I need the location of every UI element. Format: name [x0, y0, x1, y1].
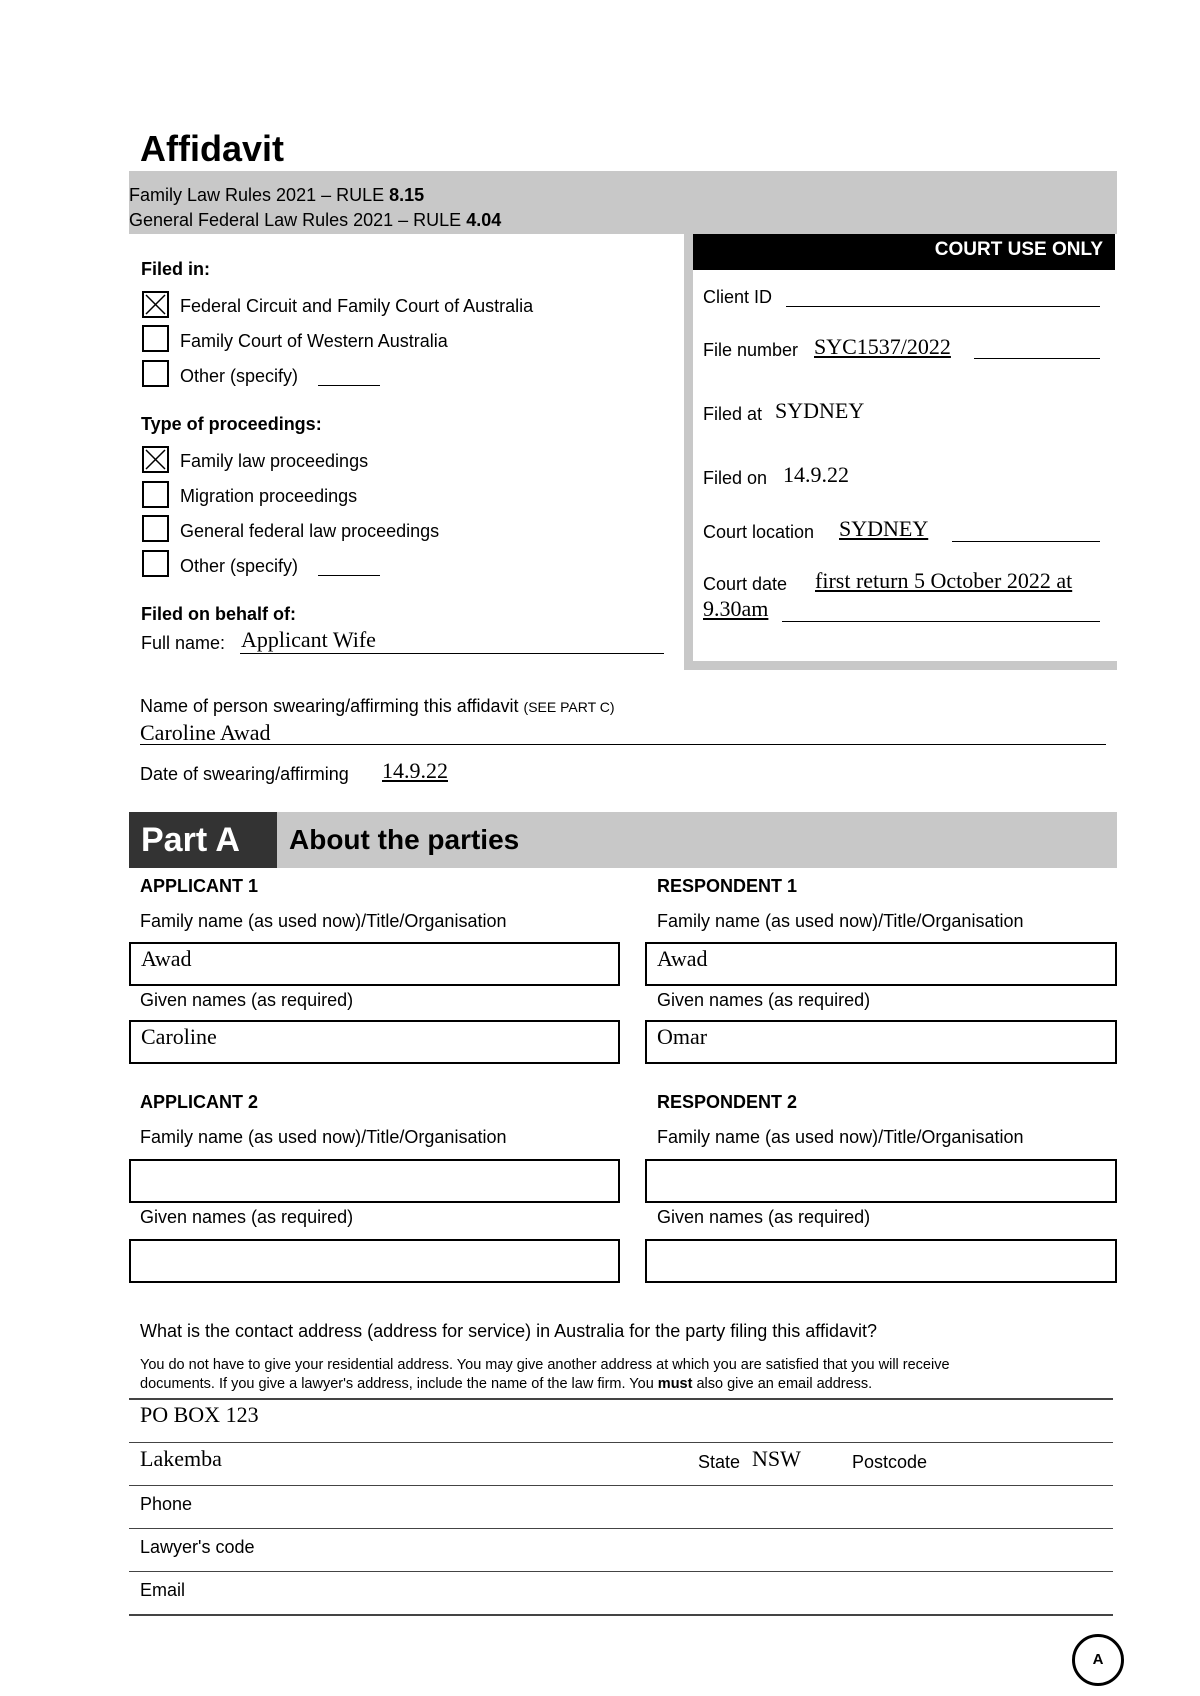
client-id-label: Client ID	[703, 287, 773, 307]
court-location-label: Court location	[703, 522, 815, 542]
proceedings-label-family: Family law proceedings	[180, 451, 369, 471]
respondent1-family-value: Awad	[657, 946, 708, 971]
filed-on-value: 14.9.22	[783, 462, 849, 487]
swear-date-value: 14.9.22	[382, 758, 448, 783]
respondent1-heading: RESPONDENT 1	[657, 876, 798, 896]
court-date-label: Court date	[703, 574, 788, 594]
client-id-field[interactable]	[786, 306, 1100, 307]
proceedings-checkbox-general[interactable]	[142, 515, 169, 542]
rule-family-law: Family Law Rules 2021 – RULE 8.15	[129, 185, 425, 205]
court-date-field[interactable]	[782, 621, 1100, 622]
behalf-heading: Filed on behalf of:	[141, 604, 296, 624]
filed-on-label: Filed on	[703, 468, 768, 488]
proceedings-checkbox-family[interactable]	[142, 446, 169, 473]
respondent1-given-label: Given names (as required)	[657, 990, 871, 1010]
filed-in-checkbox-other[interactable]	[142, 360, 169, 387]
proceedings-other-line[interactable]	[318, 575, 380, 576]
respondent1-family-label: Family name (as used now)/Title/Organisation	[657, 911, 1024, 931]
address-row-divider	[129, 1442, 1113, 1443]
file-number-field[interactable]	[974, 358, 1100, 359]
email-label: Email	[140, 1580, 186, 1600]
applicant2-given-label: Given names (as required)	[140, 1207, 354, 1227]
court-location-value: SYDNEY	[839, 516, 929, 541]
applicant1-family-label: Family name (as used now)/Title/Organisation	[140, 911, 507, 931]
postcode-label: Postcode	[852, 1452, 928, 1472]
part-a-title: About the parties	[289, 824, 520, 855]
respondent2-family-input[interactable]	[645, 1159, 1117, 1203]
applicant2-family-input[interactable]	[129, 1159, 620, 1203]
proceedings-checkbox-other[interactable]	[142, 550, 169, 577]
respondent2-given-input[interactable]	[645, 1239, 1117, 1283]
applicant2-given-input[interactable]	[129, 1239, 620, 1283]
proceedings-label-general: General federal law proceedings	[180, 521, 440, 541]
checked-x-icon	[144, 293, 167, 316]
court-date-value-line2: 9.30am	[703, 596, 769, 621]
applicant1-family-input[interactable]	[129, 942, 620, 986]
respondent2-family-label: Family name (as used now)/Title/Organisation	[657, 1127, 1024, 1147]
address-question: What is the contact address (address for service) in Australia for the party filing this affidavit?	[140, 1321, 878, 1341]
respondent2-given-label: Given names (as required)	[657, 1207, 871, 1227]
full-name-value: Applicant Wife	[241, 627, 376, 652]
state-value[interactable]: NSW	[752, 1446, 801, 1471]
court-use-heading: COURT USE ONLY	[693, 234, 1115, 270]
applicant1-given-input[interactable]	[129, 1020, 620, 1064]
address-note-1: You do not have to give your residential address. You may give another address at which you are satisfied that you will receive	[140, 1357, 950, 1373]
checked-x-icon	[144, 448, 167, 471]
filed-in-label-fcfca: Federal Circuit and Family Court of Australia	[180, 296, 534, 316]
lawyer-row-divider	[129, 1571, 1113, 1572]
filed-in-heading: Filed in:	[141, 259, 210, 279]
applicant1-heading: APPLICANT 1	[140, 876, 259, 896]
lawyer-code-label: Lawyer's code	[140, 1537, 255, 1557]
state-label: State	[698, 1452, 741, 1472]
part-a-banner	[129, 812, 1117, 868]
proceedings-label-other: Other (specify)	[180, 556, 299, 576]
address-line1-value[interactable]: PO BOX 123	[140, 1402, 259, 1427]
filed-in-checkbox-fcwa[interactable]	[142, 325, 169, 352]
phone-row-divider	[129, 1528, 1113, 1529]
address-note-2: documents. If you give a lawyer's address, include the name of the law firm. You must also give an email address.	[140, 1376, 873, 1392]
suburb-row-divider	[129, 1485, 1113, 1486]
respondent1-family-input[interactable]	[645, 942, 1117, 986]
respondent1-given-input[interactable]	[645, 1020, 1117, 1064]
page-title: Affidavit	[140, 128, 284, 169]
phone-label: Phone	[140, 1494, 193, 1514]
applicant2-family-label: Family name (as used now)/Title/Organisation	[140, 1127, 507, 1147]
proceedings-label-migration: Migration proceedings	[180, 486, 358, 506]
filed-at-label: Filed at	[703, 404, 763, 424]
court-location-field[interactable]	[952, 541, 1100, 542]
applicant1-given-value: Caroline	[141, 1024, 217, 1049]
full-name-label: Full name:	[141, 633, 226, 653]
filed-in-label-fcwa: Family Court of Western Australia	[180, 331, 448, 351]
page-mark-badge: A	[1072, 1634, 1124, 1686]
proceedings-checkbox-migration[interactable]	[142, 481, 169, 508]
filed-in-checkbox-fcfca[interactable]	[142, 291, 169, 318]
filed-at-value: SYDNEY	[775, 398, 865, 423]
filed-in-label-other: Other (specify)	[180, 366, 299, 386]
court-date-value-line1: first return 5 October 2022 at	[815, 568, 1073, 593]
rule-general-federal: General Federal Law Rules 2021 – RULE 4.04	[129, 210, 502, 230]
swear-date-label: Date of swearing/affirming	[140, 764, 349, 784]
applicant1-given-label: Given names (as required)	[140, 990, 354, 1010]
swearer-name-field[interactable]	[140, 744, 1106, 745]
applicant1-family-value: Awad	[141, 946, 192, 971]
swearer-name-value: Caroline Awad	[140, 720, 271, 745]
respondent1-given-value: Omar	[657, 1024, 708, 1049]
swearer-label: Name of person swearing/affirming this affidavit (SEE PART C)	[140, 696, 615, 716]
proceedings-heading: Type of proceedings:	[141, 414, 322, 434]
suburb-value[interactable]: Lakemba	[140, 1446, 222, 1471]
filed-in-other-line[interactable]	[318, 385, 380, 386]
address-top-rule	[129, 1398, 1113, 1400]
file-number-label: File number	[703, 340, 799, 360]
applicant2-heading: APPLICANT 2	[140, 1092, 259, 1112]
part-a-tag: Part A	[129, 812, 277, 868]
respondent2-heading: RESPONDENT 2	[657, 1092, 798, 1112]
email-row-divider	[129, 1614, 1113, 1616]
full-name-field[interactable]	[240, 653, 664, 654]
file-number-value: SYC1537/2022	[814, 334, 951, 359]
